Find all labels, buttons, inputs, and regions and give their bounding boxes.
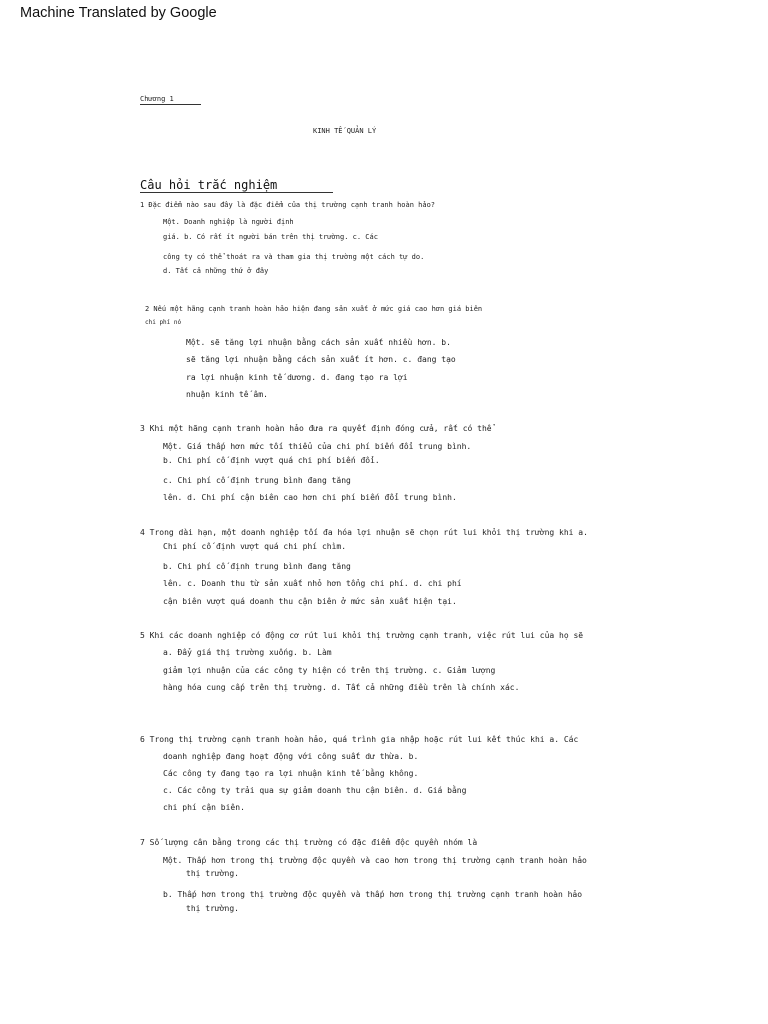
answer-line: c. Chi phí cố định trung bình đang tăng — [163, 476, 351, 485]
document-title: KINH TẾ QUẢN LÝ — [313, 127, 377, 135]
question-stem: 1 Đặc điểm nào sau đây là đặc điểm của thị trường cạnh tranh hoàn hảo? — [140, 201, 436, 209]
answer-line: giá. b. Có rất ít người bán trên thị trường. c. Các — [163, 233, 378, 241]
answer-line: hàng hóa cung cấp trên thị trường. d. Tất cả những điều trên là chính xác. — [163, 683, 520, 692]
question-stem: 7 Số lượng cân bằng trong các thị trường có đặc điểm độc quyền nhóm là — [140, 838, 478, 847]
answer-line: b. Chi phí cố định trung bình đang tăng — [163, 562, 351, 571]
answer-line: lên. d. Chi phí cận biên cao hơn chi phí biến đổi trung bình. — [163, 493, 457, 502]
answer-line: Một. Thấp hơn trong thị trường độc quyền và cao hơn trong thị trường cạnh tranh hoàn hảo — [163, 856, 587, 865]
answer-line: sẽ tăng lợi nhuận bằng cách sản xuất ít hơn. c. đang tạo — [186, 355, 456, 364]
question-stem: 5 Khi các doanh nghiệp có động cơ rút lui khỏi thị trường cạnh tranh, việc rút lui của họ sẽ — [140, 631, 584, 640]
question-stem: 6 Trong thị trường cạnh tranh hoàn hảo, quá trình gia nhập hoặc rút lui kết thúc khi a. Các — [140, 735, 579, 744]
chapter-label: Chương 1 — [140, 95, 174, 103]
question-stem: 4 Trong dài hạn, một doanh nghiệp tối đa hóa lợi nhuận sẽ chọn rút lui khỏi thị trường khi a. — [140, 528, 588, 537]
answer-line: công ty có thể thoát ra và tham gia thị trường một cách tự do. — [163, 253, 425, 261]
question-stem-continuation: chi phí nó — [145, 319, 182, 326]
answer-line: cận biên vượt quá doanh thu cận biên ở mức sản xuất hiện tại. — [163, 597, 457, 606]
answer-line: Một. Doanh nghiệp là người định — [163, 218, 294, 226]
answer-line: Các công ty đang tạo ra lợi nhuận kinh tế bằng không. — [163, 769, 419, 778]
answer-line: c. Các công ty trải qua sự giảm doanh thu cận biên. d. Giá bằng — [163, 786, 467, 795]
section-heading: Câu hỏi trắc nghiệm — [140, 178, 278, 192]
answer-line: Một. sẽ tăng lợi nhuận bằng cách sản xuất nhiều hơn. b. — [186, 338, 451, 347]
answer-line: lên. c. Doanh thu từ sản xuất nhỏ hơn tổng chi phí. d. chi phí — [163, 579, 462, 588]
answer-line: a. Đẩy giá thị trường xuống. b. Làm — [163, 648, 332, 657]
answer-line: giảm lợi nhuận của các công ty hiện có trên thị trường. c. Giảm lượng — [163, 666, 496, 675]
section-heading-underline — [140, 192, 333, 193]
answer-line: Một. Giá thấp hơn mức tối thiểu của chi phí biến đổi trung bình. — [163, 442, 472, 451]
answer-line: b. Thấp hơn trong thị trường độc quyền và thấp hơn trong thị trường cạnh tranh hoàn hảo — [163, 890, 583, 899]
answer-line: doanh nghiệp đang hoạt động với công suất dư thừa. b. — [163, 752, 419, 761]
question-stem: 2 Nếu một hãng cạnh tranh hoàn hảo hiện đang sản xuất ở mức giá cao hơn giá biên — [145, 305, 483, 313]
answer-line: chi phí cận biên. — [163, 803, 245, 812]
answer-line: nhuận kinh tế âm. — [186, 390, 268, 399]
answer-line: thị trường. — [186, 904, 239, 913]
answer-line: Chi phí cố định vượt quá chi phí chìm. — [163, 542, 347, 551]
chapter-underline — [140, 104, 201, 105]
answer-line: ra lợi nhuận kinh tế dương. d. đang tạo ra lợi — [186, 373, 408, 382]
question-stem: 3 Khi một hãng cạnh tranh hoàn hảo đưa ra quyết định đóng cửa, rất có thể — [140, 424, 492, 433]
machine-translation-banner: Machine Translated by Google — [20, 5, 217, 21]
answer-line: thị trường. — [186, 869, 239, 878]
answer-line: b. Chi phí cố định vượt quá chi phí biến đổi. — [163, 456, 380, 465]
answer-line: d. Tất cả những thứ ở đây — [163, 267, 269, 275]
